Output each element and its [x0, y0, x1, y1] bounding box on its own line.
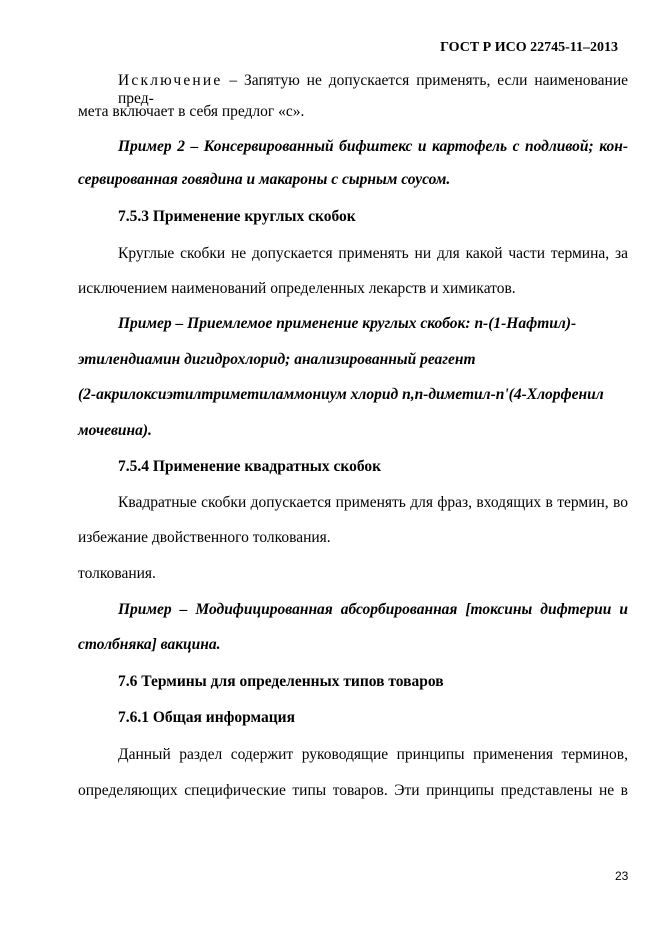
section-7-5-4-heading: 7.5.4 Применение квадратных скобок	[118, 458, 382, 475]
example-2-line-2: сервированная говядина и макароны с сырным соусом.	[78, 171, 451, 188]
section-7-5-4-para-line-3: толкования.	[78, 565, 156, 582]
section-7-5-4-example-line-2: столбняка] вакцина.	[78, 636, 221, 653]
example-2-line-1: Пример 2 – Консервированный бифштекс и картофель с подливой; кон-	[118, 138, 628, 155]
section-7-5-3-example-line-1: Пример – Приемлемое применение круглых скобок: n-(1-Нафтил)-	[118, 315, 577, 332]
section-7-6-1-heading: 7.6.1 Общая информация	[118, 709, 295, 726]
section-7-5-4-example-line-1: Пример – Модифицированная абсорбированная [токсины дифтерии и	[118, 601, 628, 618]
section-7-6-heading: 7.6 Термины для определенных типов товаров	[118, 673, 444, 690]
section-7-5-3-heading: 7.5.3 Применение круглых скобок	[118, 208, 356, 225]
section-7-6-1-para-line-1: Данный раздел содержит руководящие принципы применения терминов,	[118, 746, 628, 763]
note-label: Исключение	[118, 72, 223, 89]
document-header: ГОСТ Р ИСО 22745-11–2013	[440, 40, 618, 55]
note-line-2: мета включает в себя предлог «с».	[78, 103, 305, 120]
page-number: 23	[615, 869, 629, 883]
section-7-5-3-example-line-2: этилендиамин дигидрохлорид; анализированный реагент	[78, 351, 476, 368]
section-7-5-3-example-line-3: (2-акрилоксиэтилтриметиламмониум хлорид n,n-диметил-n'(4-Хлорфенил	[78, 386, 604, 403]
section-7-5-4-para-line-2: избежание двойственного толкования.	[78, 529, 331, 546]
section-7-6-1-para-line-2: определяющих специфические типы товаров. Эти принципы представлены не в	[78, 782, 628, 799]
note-text: – Запятую не допускается применять, если наименование пред-	[118, 72, 628, 107]
section-7-5-3-example-line-4: мочевина).	[78, 422, 152, 439]
section-7-5-3-para-line-1: Круглые скобки не допускается применять ни для какой части термина, за	[118, 245, 628, 262]
section-7-5-3-para-line-2: исключением наименований определенных лекарств и химикатов.	[78, 280, 516, 297]
section-7-5-4-para-line-1: Квадратные скобки допускается применять для фраз, входящих в термин, во	[118, 494, 628, 511]
